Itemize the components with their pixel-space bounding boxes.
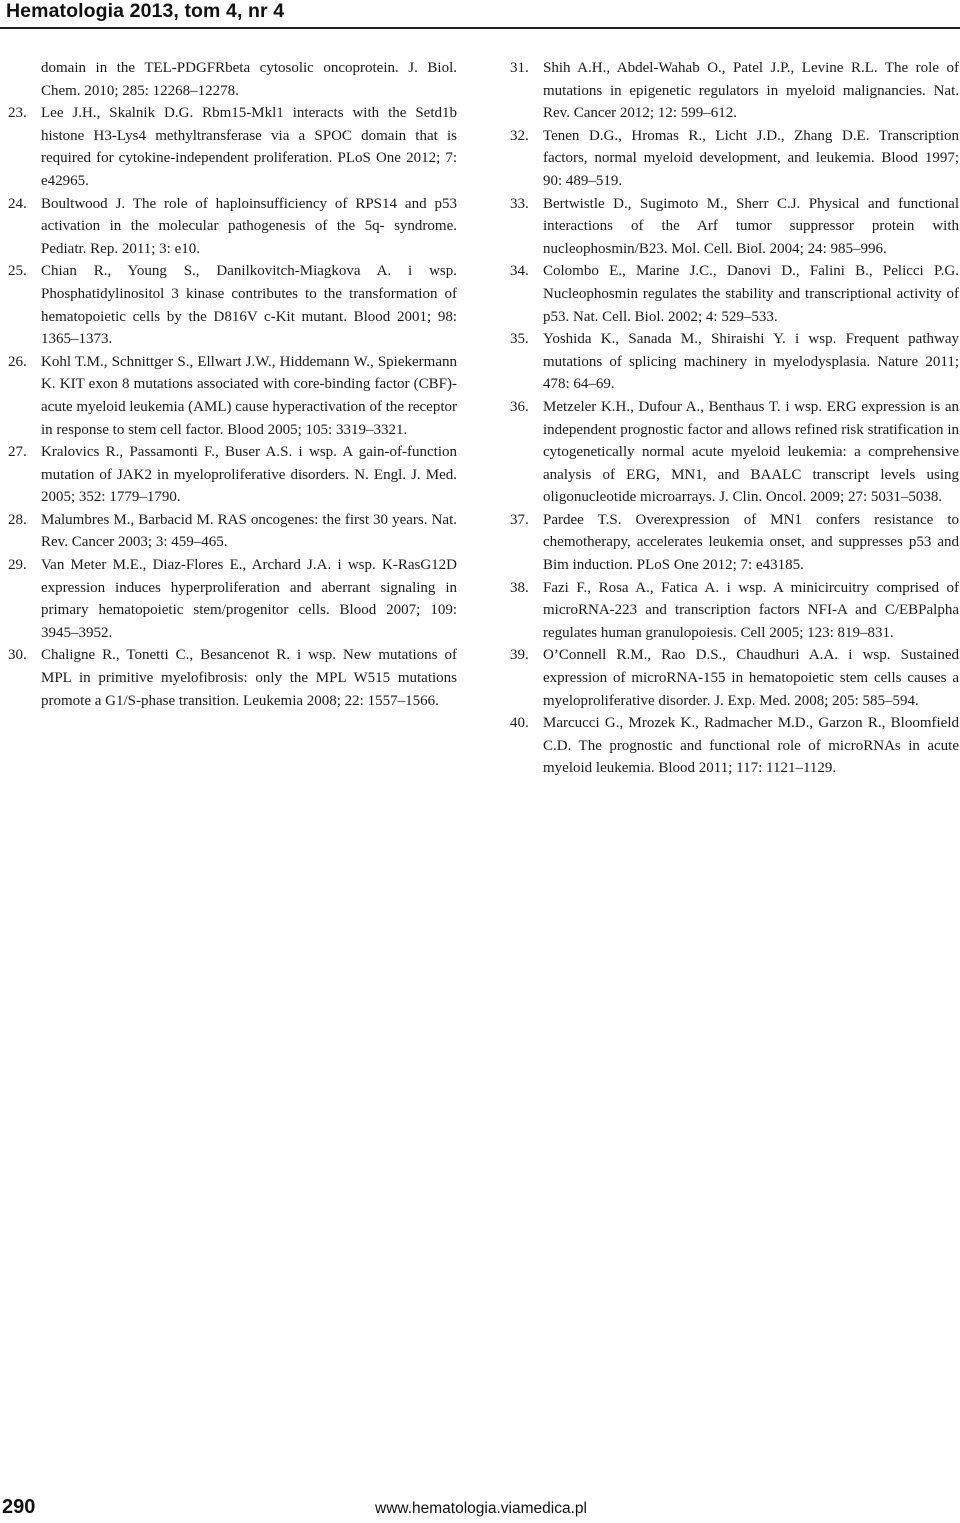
- references-left-column: [8, 57, 457, 712]
- reference-text: Kralovics R., Passamonti F., Buser A.S. i wsp. A gain-of-function mutation of JAK2 in myeloproliferative disorders. N. Engl. J. Med. 2005; 352: 1779–1790.: [41, 444, 457, 506]
- reference-text: Chaligne R., Tonetti C., Besancenot R. i wsp. New mutations of MPL in primitive myelofibrosis: only the MPL W515 mutations promote a G1/S-phase transition. Leukemia 2008; 22: 1557–1566.: [41, 647, 457, 709]
- reference-text: Chian R., Young S., Danilkovitch-Miagkova A. i wsp. Phosphatidylinositol 3 kinase contributes to the transformation of hematopoietic cells by the D816V c-Kit mutant. Blood 2001; 98: 1365–1373.: [41, 263, 457, 348]
- reference-text: Fazi F., Rosa A., Fatica A. i wsp. A minicircuitry comprised of microRNA-223 and transcription factors NFI-A and C/EBPalpha regulates human granulopoiesis. Cell 2005; 123: 819–831.: [543, 579, 959, 641]
- reference-number: 37.: [510, 511, 529, 528]
- reference-item: [8, 260, 457, 350]
- reference-item: [510, 125, 959, 193]
- reference-text: Metzeler K.H., Dufour A., Benthaus T. i wsp. ERG expression is an independent prognostic factor and allows refined risk stratification in cytogenetically normal acute myeloid leukemia: a comprehensive analysis of ERG, MN1, and BAALC transcript levels using oligonucleotide microarrays. J. Clin. Oncol. 2009; 27: 5031–5038.: [543, 398, 959, 506]
- reference-continuation: [8, 57, 457, 102]
- reference-text: Lee J.H., Skalnik D.G. Rbm15-Mkl1 interacts with the Setd1b histone H3-Lys4 methyltransferase via a SPOC domain that is required for cytokine-independent proliferation. PLoS One 2012; 7: e42965.: [41, 105, 457, 189]
- reference-item: [510, 509, 959, 577]
- reference-item: [8, 351, 457, 441]
- reference-item: [510, 193, 959, 261]
- reference-number: 29.: [8, 557, 27, 574]
- reference-number: 38.: [510, 579, 529, 596]
- reference-text: Yoshida K., Sanada M., Shiraishi Y. i wsp. Frequent pathway mutations of splicing machinery in myelodysplasia. Nature 2011; 478: 64–69.: [543, 331, 959, 393]
- reference-number: 25.: [8, 263, 27, 280]
- reference-item: [510, 712, 959, 780]
- website-link[interactable]: www.hematologia.viamedica.pl: [375, 1500, 587, 1517]
- reference-number: 33.: [510, 195, 529, 212]
- reference-text: Colombo E., Marine J.C., Danovi D., Falini B., Pelicci P.G. Nucleophosmin regulates the stability and transcriptional activity of p53. Nat. Cell. Biol. 2002; 4: 529–533.: [543, 263, 959, 325]
- references-right-column: [510, 57, 959, 780]
- reference-text: Bertwistle D., Sugimoto M., Sherr C.J. Physical and functional interactions of the Arf tumor suppressor protein with nucleophosmin/B23. Mol. Cell. Biol. 2004; 24: 985–996.: [543, 195, 959, 257]
- reference-text: Pardee T.S. Overexpression of MN1 confers resistance to chemotherapy, accelerates leukemia onset, and suppresses p53 and Bim induction. PLoS One 2012; 7: e43185.: [543, 511, 959, 574]
- reference-item: [510, 57, 959, 125]
- reference-text: domain in the TEL-PDGFRbeta cytosolic oncoprotein. J. Biol. Chem. 2010; 285: 12268–12278.: [41, 60, 457, 99]
- reference-item: [8, 644, 457, 712]
- reference-text: Kohl T.M., Schnittger S., Ellwart J.W., Hiddemann W., Spiekermann K. KIT exon 8 mutations associated with core-binding factor (CBF)-acute myeloid leukemia (AML) cause hyperactivation of the receptor in response to stem cell factor. Blood 2005; 105: 3319–3321.: [41, 353, 457, 438]
- running-title: Hematologia 2013, tom 4, nr 4: [6, 0, 285, 22]
- reference-item: [8, 441, 457, 509]
- reference-number: 36.: [510, 398, 529, 415]
- reference-number: 32.: [510, 127, 529, 144]
- reference-number: 34.: [510, 263, 529, 280]
- reference-number: 40.: [510, 715, 529, 732]
- reference-text: Malumbres M., Barbacid M. RAS oncogenes: the first 30 years. Nat. Rev. Cancer 2003; 3: 459–465.: [41, 511, 457, 551]
- page-number: 290: [2, 1496, 36, 1518]
- reference-text: Van Meter M.E., Diaz-Flores E., Archard J.A. i wsp. K-RasG12D expression induces hyperproliferation and aberrant signaling in primary hematopoietic stem/progenitor cells. Blood 2007; 109: 3945–3952.: [41, 557, 457, 641]
- reference-item: [8, 554, 457, 644]
- reference-item: [8, 509, 457, 554]
- reference-item: [8, 102, 457, 192]
- reference-number: 39.: [510, 647, 529, 664]
- reference-item: [8, 193, 457, 261]
- reference-number: 26.: [8, 353, 27, 370]
- reference-text: Shih A.H., Abdel-Wahab O., Patel J.P., Levine R.L. The role of mutations in epigenetic regulators in myeloid malignancies. Nat. Rev. Cancer 2012; 12: 599–612.: [543, 60, 959, 122]
- reference-item: [510, 396, 959, 509]
- reference-number: 30.: [8, 647, 27, 664]
- reference-text: O’Connell R.M., Rao D.S., Chaudhuri A.A. i wsp. Sustained expression of microRNA-155 in hematopoietic stem cells causes a myeloproliferative disorder. J. Exp. Med. 2008; 205: 585–594.: [543, 647, 959, 709]
- reference-number: 35.: [510, 331, 529, 348]
- reference-number: 28.: [8, 511, 27, 528]
- reference-item: [510, 644, 959, 712]
- reference-item: [510, 260, 959, 328]
- reference-text: Marcucci G., Mrozek K., Radmacher M.D., Garzon R., Bloomfield C.D. The prognostic and functional role of microRNAs in acute myeloid leukemia. Blood 2011; 117: 1121–1129.: [543, 715, 959, 777]
- reference-text: Boultwood J. The role of haploinsufficiency of RPS14 and p53 activation in the molecular pathogenesis of the 5q- syndrome. Pediatr. Rep. 2011; 3: e10.: [41, 195, 457, 257]
- reference-number: 23.: [8, 105, 27, 122]
- reference-number: 31.: [510, 60, 529, 76]
- reference-item: [510, 577, 959, 645]
- reference-item: [510, 328, 959, 396]
- reference-number: 27.: [8, 444, 27, 461]
- reference-text: Tenen D.G., Hromas R., Licht J.D., Zhang D.E. Transcription factors, normal myeloid development, and leukemia. Blood 1997; 90: 489–519.: [543, 127, 959, 189]
- reference-number: 24.: [8, 195, 27, 212]
- header-rule: [0, 27, 960, 29]
